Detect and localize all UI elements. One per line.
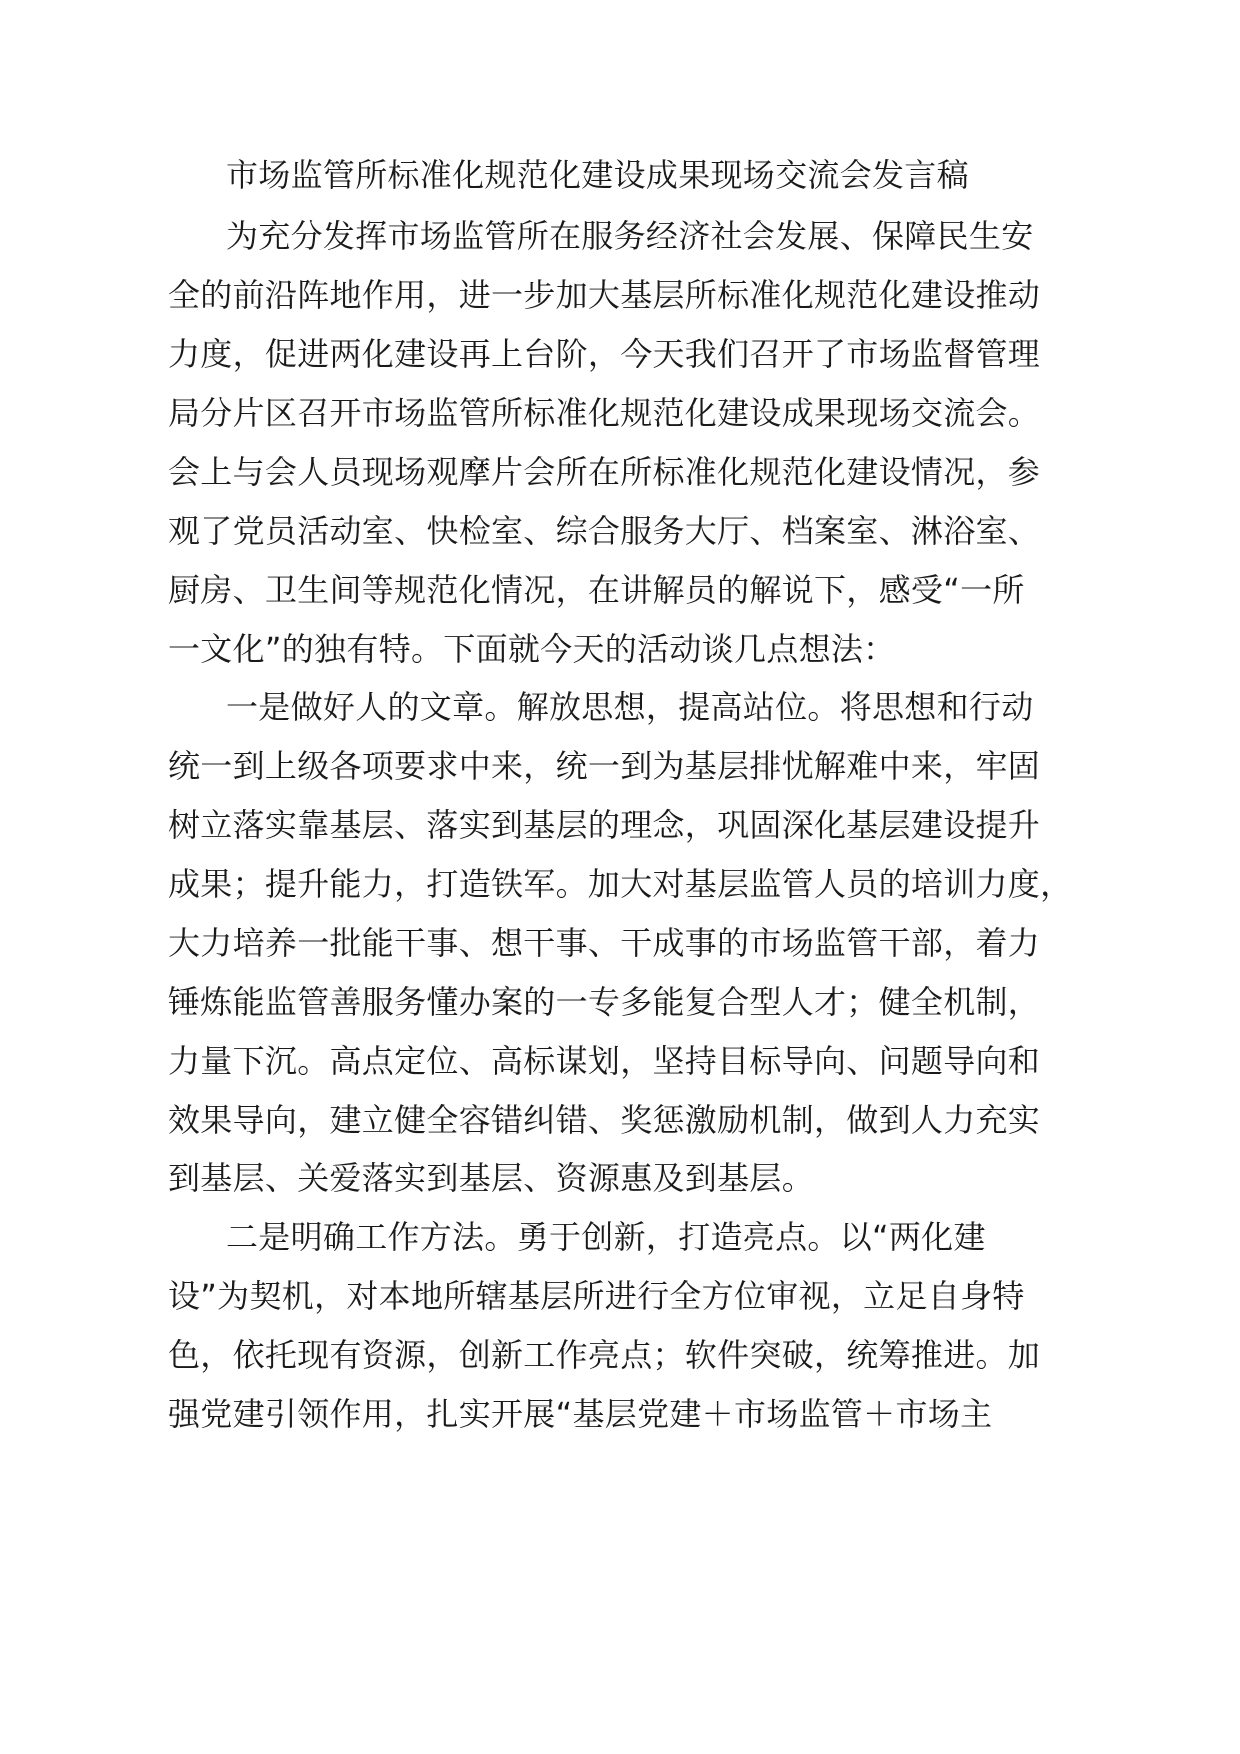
paragraph-2-line-2: 统一到上级各项要求中来，统一到为基层排忧解难中来，牢固	[168, 747, 1041, 785]
paragraph-1-line-8: 一文化”的独有特。下面就今天的活动谈几点想法：	[168, 630, 896, 668]
paragraph-1-line-1: 为充分发挥市场监管所在服务经济社会发展、保障民生安	[226, 217, 1034, 255]
paragraph-1-line-7: 厨房、卫生间等规范化情况，在讲解员的解说下，感受“一所	[168, 571, 1025, 609]
document-title: 市场监管所标准化规范化建设成果现场交流会发言稿	[226, 156, 969, 194]
paragraph-3-line-2: 设”为契机，对本地所辖基层所进行全方位审视，立足自身特	[168, 1277, 1025, 1315]
paragraph-2-line-9: 到基层、关爱落实到基层、资源惠及到基层。	[168, 1159, 815, 1197]
paragraph-1-line-6: 观了党员活动室、快检室、综合服务大厅、档案室、淋浴室、	[168, 512, 1041, 550]
paragraph-2-line-7: 力量下沉。高点定位、高标谋划，坚持目标导向、问题导向和	[168, 1042, 1041, 1080]
paragraph-1-line-5: 会上与会人员现场观摩片会所在所标准化规范化建设情况，参	[168, 453, 1041, 491]
paragraph-3-line-3: 色，依托现有资源，创新工作亮点；软件突破，统筹推进。加	[168, 1336, 1041, 1374]
paragraph-3-line-1: 二是明确工作方法。勇于创新，打造亮点。以“两化建	[226, 1218, 986, 1256]
paragraph-3-line-4: 强党建引领作用，扎实开展“基层党建＋市场监管＋市场主	[168, 1395, 993, 1433]
paragraph-2-line-1: 一是做好人的文章。解放思想，提高站位。将思想和行动	[226, 688, 1034, 726]
paragraph-1-line-4: 局分片区召开市场监管所标准化规范化建设成果现场交流会。	[168, 394, 1041, 432]
paragraph-2-line-8: 效果导向，建立健全容错纠错、奖惩激励机制，做到人力充实	[168, 1101, 1041, 1139]
paragraph-2-line-6: 锤炼能监管善服务懂办案的一专多能复合型人才；健全机制，	[168, 983, 1041, 1021]
paragraph-2-line-5: 大力培养一批能干事、想干事、干成事的市场监管干部，着力	[168, 924, 1041, 962]
paragraph-1-line-3: 力度，促进两化建设再上台阶，今天我们召开了市场监督管理	[168, 335, 1041, 373]
paragraph-1-line-2: 全的前沿阵地作用，进一步加大基层所标准化规范化建设推动	[168, 276, 1041, 314]
paragraph-2-line-4: 成果；提升能力，打造铁军。加大对基层监管人员的培训力度，	[168, 865, 1073, 903]
paragraph-2-line-3: 树立落实靠基层、落实到基层的理念，巩固深化基层建设提升	[168, 806, 1041, 844]
